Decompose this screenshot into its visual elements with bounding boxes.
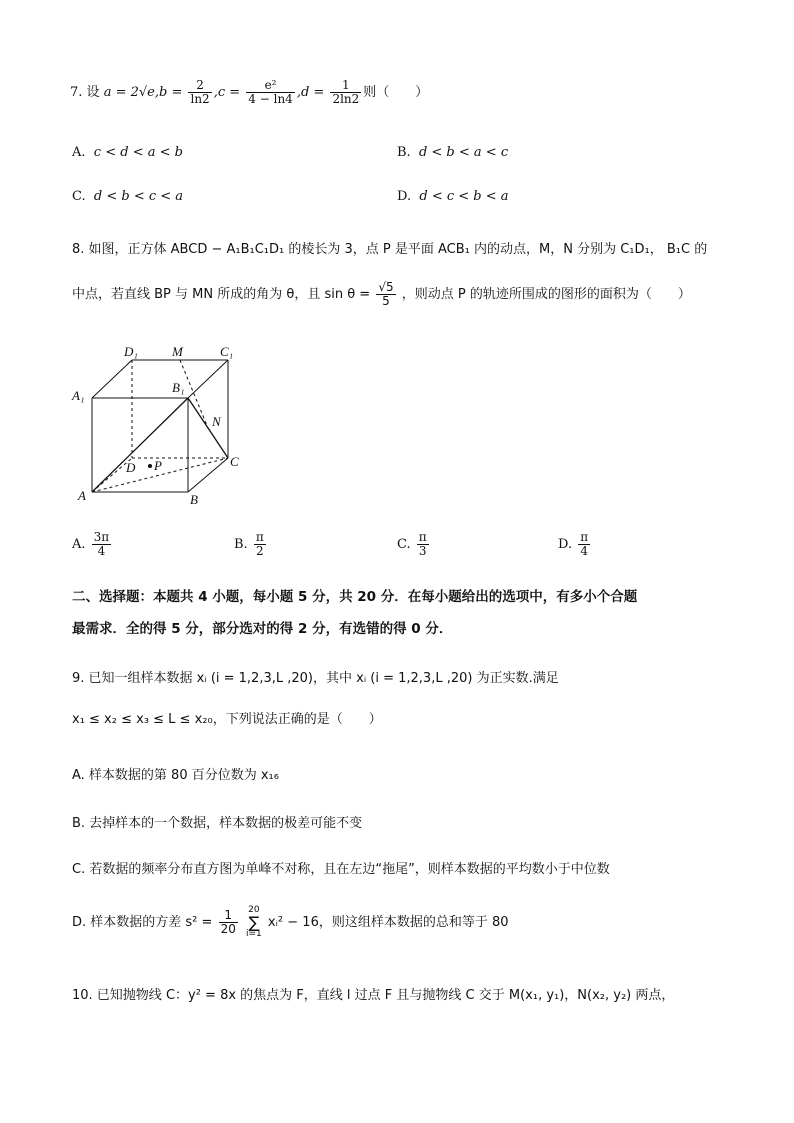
q9-line2: x₁ ≤ x₂ ≤ x₃ ≤ L ≤ x₂₀，下列说法正确的是（ ） xyxy=(72,712,382,727)
diag-AB1 xyxy=(92,398,188,492)
label-A: A xyxy=(78,488,86,503)
option-text: d < b < c < a xyxy=(93,189,184,204)
label-P: P xyxy=(154,458,162,473)
q7-c-lhs: ,c = xyxy=(213,85,241,100)
option-label: C. xyxy=(397,537,411,552)
q9-d-sum-top: 20 xyxy=(248,904,260,915)
edge-A1D1 xyxy=(92,360,132,398)
q7-option-d xyxy=(397,189,509,204)
q9-option-a: A. 样本数据的第 80 百分位数为 x₁₆ xyxy=(72,768,279,783)
q9-d-fraction xyxy=(219,909,238,936)
q7-c-den: 4 − ln4 xyxy=(248,92,293,106)
q7-lead: 设 xyxy=(86,85,100,100)
q9-d-sum-sign: ∑ xyxy=(248,912,260,932)
label-D: D xyxy=(126,460,136,475)
option-fraction xyxy=(417,531,429,558)
q7-d-den: 2ln2 xyxy=(332,92,360,106)
label-B: B xyxy=(190,492,198,507)
option-den: 4 xyxy=(580,544,588,558)
option-num: π xyxy=(255,529,264,544)
q9-d-den: 20 xyxy=(220,922,236,936)
q7-b-num: 2 xyxy=(188,79,211,93)
q8-line2-b: ，则动点 P 的轨迹所围成的图形的面积为（ ） xyxy=(401,287,691,302)
q7-c-num: e² xyxy=(246,79,295,93)
option-label: B. xyxy=(397,145,411,160)
q8-sin-fraction xyxy=(376,281,395,308)
option-text: d < c < b < a xyxy=(419,189,509,204)
q9-option-c: C. 若数据的频率分布直方图为单峰不对称，且在左边“拖尾”，则样本数据的平均数小于中位数 xyxy=(72,862,610,877)
label-A1: A₁ xyxy=(72,388,85,403)
q8-sin-num: √5 xyxy=(378,279,394,294)
edge-B1C1 xyxy=(188,360,228,398)
q8-sin-den: 5 xyxy=(382,294,390,308)
section2-heading-line1: 二、选择题：本题共 4 小题，每小题 5 分，共 20 分．在每小题给出的选项中，有多小个合题 xyxy=(72,589,638,605)
point-P xyxy=(148,464,152,468)
q7-b-den: ln2 xyxy=(190,92,210,106)
q8-option-c xyxy=(397,527,431,563)
q8-option-a xyxy=(72,527,113,563)
option-fraction xyxy=(92,531,112,558)
q7-d-num: 1 xyxy=(330,79,361,93)
q9-option-d xyxy=(72,903,509,943)
q7-c-fraction xyxy=(246,79,295,106)
q8-line1: 8. 如图，正方体 ABCD − A₁B₁C₁D₁ 的棱长为 3，点 P 是平面 ACB₁ 内的动点，M，N 分别为 C₁D₁， B₁C 的 xyxy=(72,242,708,257)
label-N: N xyxy=(212,414,221,429)
option-den: 2 xyxy=(255,544,264,558)
q7-tail: 则（ ） xyxy=(363,85,429,100)
q7-d-lhs: ,d = xyxy=(296,85,325,100)
option-label: A. xyxy=(72,145,86,160)
q9-d-tail: xᵢ² − 16，则这组样本数据的总和等于 80 xyxy=(267,915,509,930)
q8-cube-figure xyxy=(70,340,260,510)
option-text: d < b < a < c xyxy=(418,145,509,160)
label-D1: D₁ xyxy=(124,344,138,359)
q7-d-fraction xyxy=(330,79,361,106)
q7-b-lhs: ,b = xyxy=(154,85,183,100)
option-den: 4 xyxy=(97,544,106,558)
q8-line2-a: 中点，若直线 BP 与 MN 所成的角为 θ，且 sin θ = xyxy=(72,287,371,302)
section2-heading-line2: 最需求．全的得 5 分，部分选对的得 2 分，有选错的得 0 分． xyxy=(72,621,453,637)
option-text: c < d < a < b xyxy=(93,145,183,160)
option-label: D. xyxy=(397,189,412,204)
q7-option-b xyxy=(397,145,508,160)
option-fraction xyxy=(578,531,590,558)
label-C: C xyxy=(230,454,239,469)
option-num: π xyxy=(418,529,427,544)
option-label: B. xyxy=(234,537,248,552)
edge-BC xyxy=(188,458,228,492)
q7-stem xyxy=(70,78,428,108)
option-label: D. xyxy=(558,537,573,552)
q7-option-a xyxy=(72,145,183,160)
label-B1: B₁ xyxy=(172,380,185,395)
q9-d-lead: D. 样本数据的方差 s² = xyxy=(72,915,213,930)
q8-option-b xyxy=(234,527,268,563)
label-M: M xyxy=(172,344,183,359)
q9-d-sum-bot: i=1 xyxy=(245,928,262,939)
option-label: C. xyxy=(72,189,86,204)
option-den: 3 xyxy=(418,544,427,558)
q8-line2 xyxy=(72,280,691,310)
label-C1: C₁ xyxy=(220,344,234,359)
q7-number: 7. xyxy=(70,85,83,100)
option-fraction xyxy=(254,531,266,558)
option-num: π xyxy=(580,529,589,544)
option-num: 3π xyxy=(93,529,110,544)
q7-b-fraction xyxy=(188,79,211,106)
q9-line1: 9. 已知一组样本数据 xᵢ (i = 1,2,3,L ,20)，其中 xᵢ (i = 1,2,3,L ,20) 为正实数.满足 xyxy=(72,671,559,686)
q10-line1: 10. 已知抛物线 C：y² = 8x 的焦点为 F，直线 l 过点 F 且与抛物线 C 交于 M(x₁, y₁)，N(x₂, y₂) 两点， xyxy=(72,988,675,1003)
q7-a-expr: a = 2√e xyxy=(103,85,155,100)
option-label: A. xyxy=(72,537,86,552)
q9-d-num: 1 xyxy=(219,909,238,923)
q8-option-d xyxy=(558,527,592,563)
q9-option-b: B. 去掉样本的一个数据，样本数据的极差可能不变 xyxy=(72,816,363,831)
q7-option-c xyxy=(72,189,183,204)
q9-d-sum xyxy=(246,906,262,940)
